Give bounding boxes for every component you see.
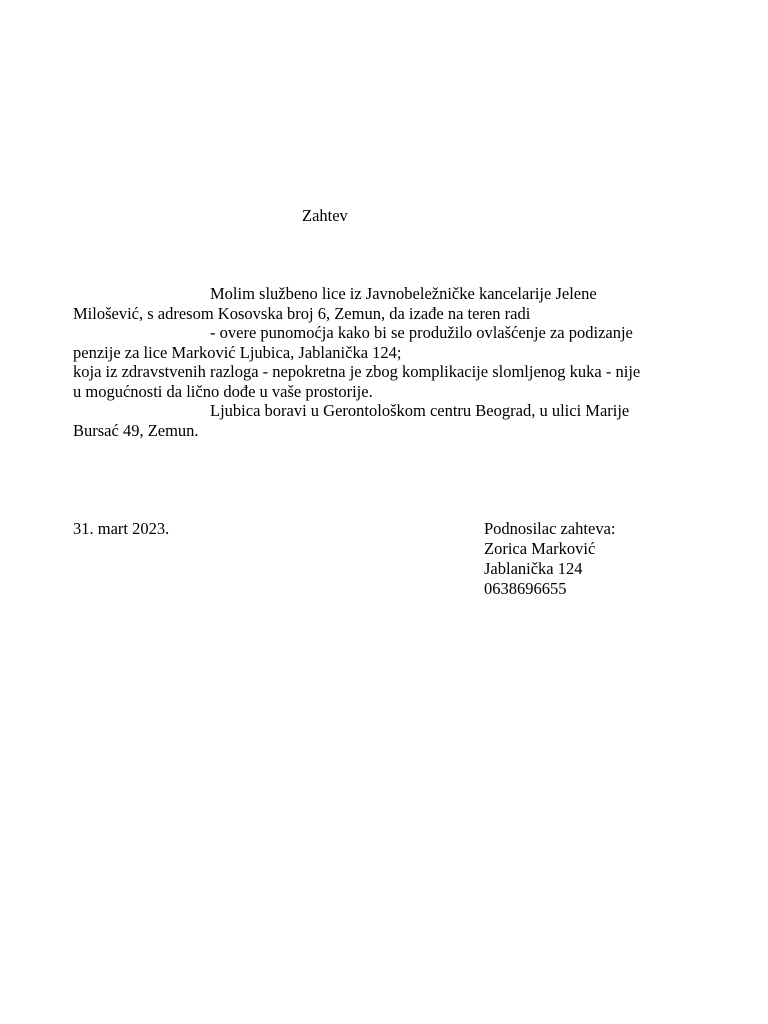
signature-label: Podnosilac zahteva: bbox=[484, 519, 616, 538]
document-date: 31. mart 2023. bbox=[73, 519, 170, 538]
body-line-2: Milošević, s adresom Kosovska broj 6, Zemun, da izađe na teren radi bbox=[73, 303, 531, 323]
signature-name: Zorica Marković bbox=[484, 539, 596, 558]
request-body bbox=[73, 284, 713, 440]
body-line-8: Bursać 49, Zemun. bbox=[73, 420, 199, 440]
signature-address: Jablanička 124 bbox=[484, 559, 583, 578]
body-line-1: Molim službeno lice iz Javnobeležničke kancelarije Jelene bbox=[210, 284, 597, 303]
signature-block bbox=[484, 519, 616, 599]
body-line-7: Ljubica boravi u Gerontološkom centru Beograd, u ulici Marije bbox=[210, 401, 630, 420]
signature-phone: 0638696655 bbox=[484, 579, 567, 598]
body-line-6: u mogućnosti da lično dođe u vaše prostorije. bbox=[73, 381, 373, 401]
body-line-4: penzije za lice Marković Ljubica, Jablanička 124; bbox=[73, 342, 402, 362]
document-title: Zahtev bbox=[302, 206, 348, 225]
body-line-3: - overe punomoćja kako bi se produžilo ovlašćenje za podizanje bbox=[210, 323, 633, 342]
body-line-5: koja iz zdravstvenih razloga - nepokretna je zbog komplikacije slomljenog kuka - nije bbox=[73, 362, 641, 381]
